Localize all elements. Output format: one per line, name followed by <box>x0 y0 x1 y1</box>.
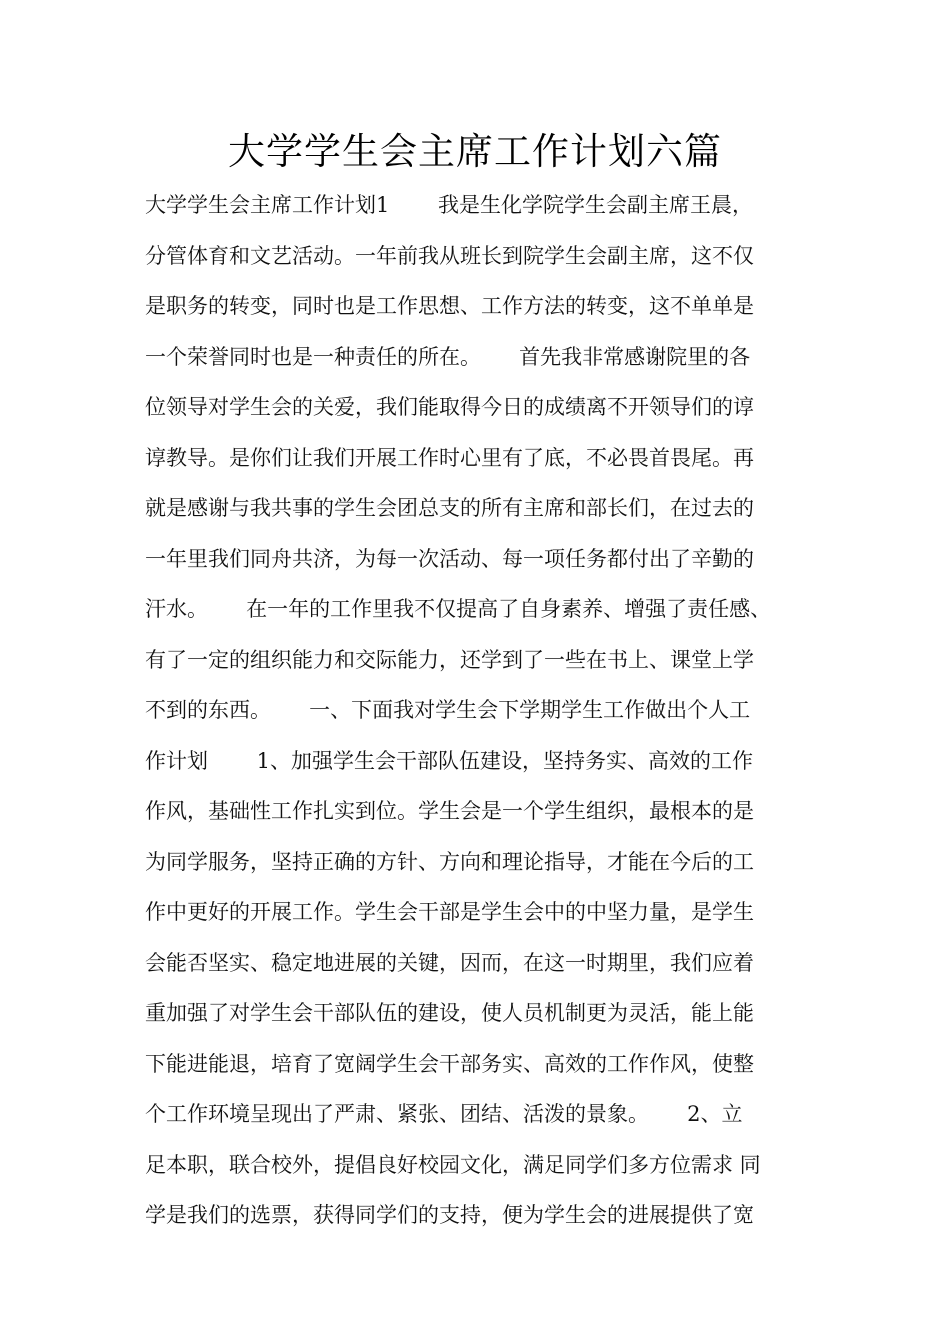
body-line: 学是我们的选票，获得同学们的支持，便为学生会的进展提供了宽 <box>145 1203 754 1227</box>
body-line: 个工作环境呈现出了严肃、紧张、团结、活泼的景象。 2、立 <box>145 1102 743 1126</box>
body-line: 有了一定的组织能力和交际能力，还学到了一些在书上、课堂上学 <box>145 647 754 672</box>
body-line: 是职务的转变，同时也是工作思想、工作方法的转变，这不单单是 <box>145 294 754 318</box>
body-line: 作计划 1、加强学生会干部队伍建设，坚持务实、高效的工作 <box>145 748 754 773</box>
body-line: 就是感谢与我共事的学生会团总支的所有主席和部长们，在过去的 <box>145 496 754 520</box>
document-title: 大学学生会主席工作计划六篇 <box>228 130 722 173</box>
body-line: 作中更好的开展工作。学生会干部是学生会中的中坚力量，是学生 <box>145 900 754 924</box>
body-line: 不到的东西。 一、下面我对学生会下学期学生工作做出个人工 <box>145 698 751 722</box>
body-line: 汗水。 在一年的工作里我不仅提高了自身素养、增强了责任感、 <box>145 597 772 621</box>
body-line: 下能进能退，培育了宽阔学生会干部务实、高效的工作作风，使整 <box>145 1051 754 1076</box>
body-line: 为同学服务，坚持正确的方针、方向和理论指导，才能在今后的工 <box>145 849 754 874</box>
body-line: 作风，基础性工作扎实到位。学生会是一个学生组织，最根本的是 <box>145 799 754 823</box>
body-line: 分管体育和文艺活动。一年前我从班长到院学生会副主席，这不仅 <box>145 243 754 268</box>
body-line: 大学学生会主席工作计划1 我是生化学院学生会副主席王晨， <box>145 193 754 217</box>
body-line: 足本职，联合校外，提倡良好校园文化，满足同学们多方位需求 同 <box>145 1152 761 1177</box>
body-line: 一个荣誉同时也是一种责任的所在。 首先我非常感谢院里的各 <box>145 344 751 369</box>
body-line: 重加强了对学生会干部队伍的建设，使人员机制更为灵活，能上能 <box>145 1001 754 1025</box>
body-line: 位领导对学生会的关爱，我们能取得今日的成绩离不开领导们的谆 <box>145 395 754 419</box>
body-line: 一年里我们同舟共济，为每一次活动、每一项任务都付出了辛勤的 <box>145 546 754 571</box>
body-line: 会能否坚实、稳定地进展的关键，因而，在这一时期里，我们应着 <box>145 950 754 975</box>
document-body <box>145 180 825 1241</box>
body-line: 谆教导。是你们让我们开展工作时心里有了底，不必畏首畏尾。再 <box>145 445 754 470</box>
